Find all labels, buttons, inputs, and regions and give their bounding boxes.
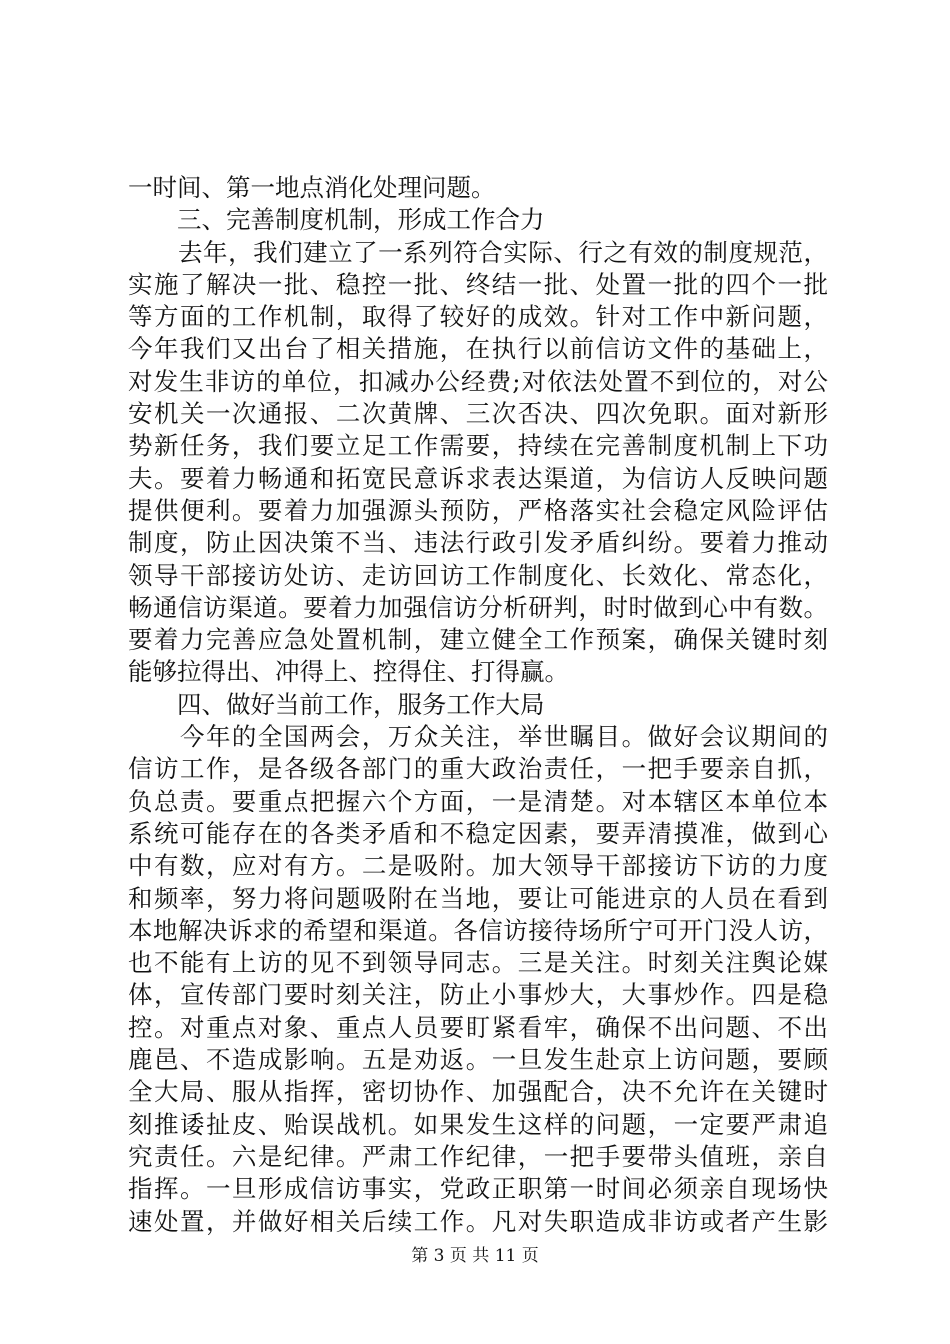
text-line: 速处置，并做好相关后续工作。凡对失职造成非访或者产生影 [128,1206,828,1236]
text-line: 要着力完善应急处置机制，建立健全工作预案，确保关键时刻 [128,625,828,655]
text-line: 信访工作，是各级各部门的重大政治责任，一把手要亲自抓， [128,754,828,784]
text-line: 今年我们又出台了相关措施，在执行以前信访文件的基础上， [128,334,828,364]
text-line: 系统可能存在的各类矛盾和不稳定因素，要弄清摸准，做到心 [128,818,828,848]
text-line: 负总责。要重点把握六个方面，一是清楚。对本辖区本单位本 [128,786,828,816]
text-line: 四、做好当前工作，服务工作大局 [128,689,545,719]
text-line: 领导干部接访处访、走访回访工作制度化、长效化、常态化， [128,560,828,590]
text-line: 三、完善制度机制，形成工作合力 [128,205,545,235]
text-line: 一时间、第一地点消化处理问题。 [128,173,496,202]
text-line: 本地解决诉求的希望和渠道。各信访接待场所宁可开门没人访， [128,915,828,945]
text-line: 也不能有上访的见不到领导同志。三是关注。时刻关注舆论媒 [128,948,828,978]
text-line: 等方面的工作机制，取得了较好的成效。针对工作中新问题， [128,302,828,332]
text-line: 控。对重点对象、重点人员要盯紧看牢，确保不出问题、不出 [128,1012,828,1042]
text-line: 能够拉得出、冲得上、控得住、打得赢。 [128,657,569,687]
text-line: 畅通信访渠道。要着力加强信访分析研判，时时做到心中有数。 [128,592,828,622]
text-line: 究责任。六是纪律。严肃工作纪律，一把手要带头值班，亲自 [128,1141,828,1171]
text-line: 制度，防止因决策不当、违法行政引发矛盾纠纷。要着力推动 [128,528,828,558]
text-line: 和频率，努力将问题吸附在当地，要让可能进京的人员在看到 [128,883,828,913]
text-line: 刻推诿扯皮、贻误战机。如果发生这样的问题，一定要严肃追 [128,1109,828,1139]
text-line: 提供便利。要着力加强源头预防，严格落实社会稳定风险评估 [128,495,828,525]
text-line: 指挥。一旦形成信访事实，党政正职第一时间必须亲自现场快 [128,1174,828,1204]
text-line: 安机关一次通报、二次黄牌、三次否决、四次免职。面对新形 [128,399,828,429]
text-line: 中有数，应对有方。二是吸附。加大领导干部接访下访的力度 [128,851,828,881]
text-line: 全大局、服从指挥，密切协作、加强配合，决不允许在关键时 [128,1077,828,1107]
text-line: 夫。要着力畅通和拓宽民意诉求表达渠道，为信访人反映问题 [128,463,828,493]
text-line: 对发生非访的单位，扣减办公经费;对依法处置不到位的，对公 [128,366,828,396]
text-line: 实施了解决一批、稳控一批、终结一批、处置一批的四个一批 [128,269,828,299]
page-number-footer: 第 3 页 共 11 页 [411,1246,539,1266]
text-line: 势新任务，我们要立足工作需要，持续在完善制度机制上下功 [128,431,828,461]
text-line: 今年的全国两会，万众关注，举世瞩目。做好会议期间的 [128,722,828,752]
document-body [128,172,828,1238]
text-line: 去年，我们建立了一系列符合实际、行之有效的制度规范， [128,237,828,267]
text-line: 体，宣传部门要时刻关注，防止小事炒大，大事炒作。四是稳 [128,980,828,1010]
text-line: 鹿邑、不造成影响。五是劝返。一旦发生赴京上访问题，要顾 [128,1045,828,1075]
